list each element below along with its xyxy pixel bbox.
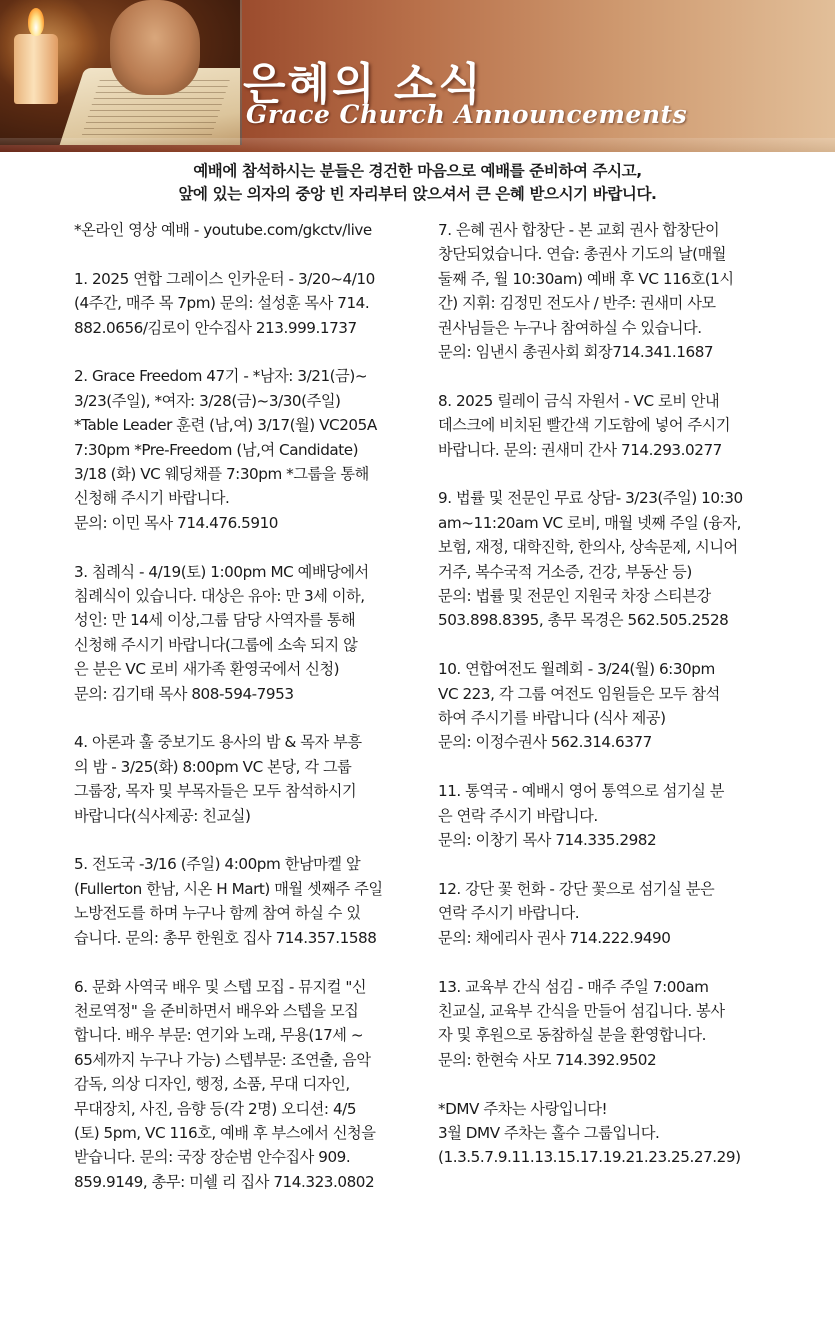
announcement-dmv-parking: *DMV 주차는 사랑입니다! 3월 DMV 주차는 홀수 그룹입니다. (1.3.5.7.9.11.13.15.17.19.21.23.25.27.29)	[438, 1099, 741, 1167]
page-title: 은혜의 소식	[243, 59, 483, 110]
announcement-10: 10. 연합여전도 월례회 - 3/24(월) 6:30pm VC 223, 각 그룹 여전도 임원들은 모두 참석 하여 주시기를 바랍니다 (식사 제공) 문의: 이정수권사 562.314.6377	[438, 660, 720, 752]
candle	[14, 34, 58, 104]
announcement-9: 9. 법률 및 전문인 무료 상담- 3/23(주일) 10:30 am~11:20am VC 로비, 매월 넷째 주일 (융자, 보험, 재정, 대학진학, 한의사, 상속문제, 시니어 거주, 복수국적 거소증, 건강, 부동산 등) 문의: 법률 및 전문인 지원국 차장 스티븐강 503.898.8395, 총무 목경은 562.505.2528	[438, 489, 743, 630]
announcement-12: 12. 강단 꽃 헌화 - 강단 꽃으로 섬기실 분은 연락 주시기 바랍니다. 문의: 채에리사 권사 714.222.9490	[438, 879, 715, 947]
header-band	[0, 138, 835, 152]
intro-line-2: 앞에 있는 의자의 중앙 빈 자리부터 앉으셔서 큰 은혜 받으시기 바랍니다.	[178, 185, 657, 203]
candle-flame	[28, 8, 44, 36]
praying-hands	[110, 0, 200, 95]
announcement-online-worship: *온라인 영상 예배 - youtube.com/gkctv/live	[74, 221, 372, 239]
announcement-8: 8. 2025 릴레이 금식 자원서 - VC 로비 안내 데스크에 비치된 빨간색 기도함에 넣어 주시기 바랍니다. 문의: 권새미 간사 714.293.0277	[438, 391, 731, 459]
announcement-5: 5. 전도국 -3/16 (주일) 4:00pm 한남마켙 앞 (Fullerton 한남, 시온 H Mart) 매월 셋째주 주일 노방전도를 하며 누구나 함께 참여 하실 수 있 습니다. 문의: 총무 한원호 집사 714.357.1588	[74, 855, 383, 947]
announcement-3: 3. 침례식 - 4/19(토) 1:00pm MC 예배당에서 침례식이 있습니다. 대상은 유아: 만 3세 이하, 성인: 만 14세 이상,그룹 담당 사역자를 통해 신청해 주시기 바랍니다(그룹에 소속 되지 않 은 분은 VC 로비 새가족 환영국에서 신청) 문의: 김기태 목사 808-594-7953	[74, 562, 369, 703]
announcement-header	[0, 0, 835, 152]
announcement-13: 13. 교육부 간식 섬김 - 매주 주일 7:00am 친교실, 교육부 간식을 만들어 섬깁니다. 봉사 자 및 후원으로 동참하실 분을 환영합니다. 문의: 한현숙 사모 714.392.9502	[438, 977, 725, 1069]
announcement-11: 11. 통역국 - 예배시 영어 통역으로 섬기실 분 은 연락 주시기 바랍니다. 문의: 이창기 목사 714.335.2982	[438, 782, 725, 850]
announcement-6: 6. 문화 사역국 배우 및 스텝 모집 - 뮤지컬 "신 천로역정" 을 준비하면서 배우와 스텝을 모집 합니다. 배우 부문: 연기와 노래, 무용(17세 ~ 65세까지 누구나 가능) 스텝부문: 조연출, 음악 감독, 의상 디자인, 행정, 소품, 무대 디자인, 무대장치, 사진, 음향 등(각 2명) 오디션: 4/5 (토) 5pm, VC 116호, 예배 후 부스에서 신청을 받습니다. 문의: 국장 장순범 안수집사 909. 859.9149, 총무: 미쉘 리 집사 714.323.0802	[74, 977, 376, 1191]
left-column	[74, 218, 432, 1219]
right-column	[438, 218, 794, 1194]
praying-hands-candle-icon	[0, 0, 242, 145]
announcement-2: 2. Grace Freedom 47기 - *남자: 3/21(금)~ 3/23(주일), *여자: 3/28(금)~3/30(주일) *Table Leader 훈련 (남,여) 3/17(월) VC205A 7:30pm *Pre-Freedom (남,여 Candidate) 3/18 (화) VC 웨딩채플 7:30pm *그룹을 통해 신청해 주시기 바랍니다. 문의: 이민 목사 714.476.5910	[74, 367, 377, 532]
intro-notice	[0, 160, 835, 206]
announcement-1: 1. 2025 연합 그레이스 인카운터 - 3/20~4/10 (4주간, 매주 목 7pm) 문의: 설성훈 목사 714. 882.0656/김로이 안수집사 213.999.1737	[74, 269, 375, 337]
intro-line-1: 예배에 참석하시는 분들은 경건한 마음으로 예배를 준비하여 주시고,	[193, 162, 642, 180]
announcement-7: 7. 은혜 권사 합창단 - 본 교회 권사 합창단이 창단되었습니다. 연습: 총권사 기도의 날(매월 둘째 주, 월 10:30am) 예배 후 VC 116호(1시 간) 지휘: 김정민 전도사 / 반주: 권새미 사모 권사님들은 누구나 참여하실 수 있습니다. 문의: 임낸시 총권사회 회장714.341.1687	[438, 221, 734, 362]
page-subtitle: Grace Church Announcements	[246, 100, 688, 129]
announcement-4: 4. 아론과 훌 중보기도 용사의 밤 & 목자 부흥 의 밤 - 3/25(화) 8:00pm VC 본당, 각 그룹 그룹장, 목자 및 부목자들은 모두 참석하시기 바랍니다(식사제공: 친교실)	[74, 733, 362, 825]
